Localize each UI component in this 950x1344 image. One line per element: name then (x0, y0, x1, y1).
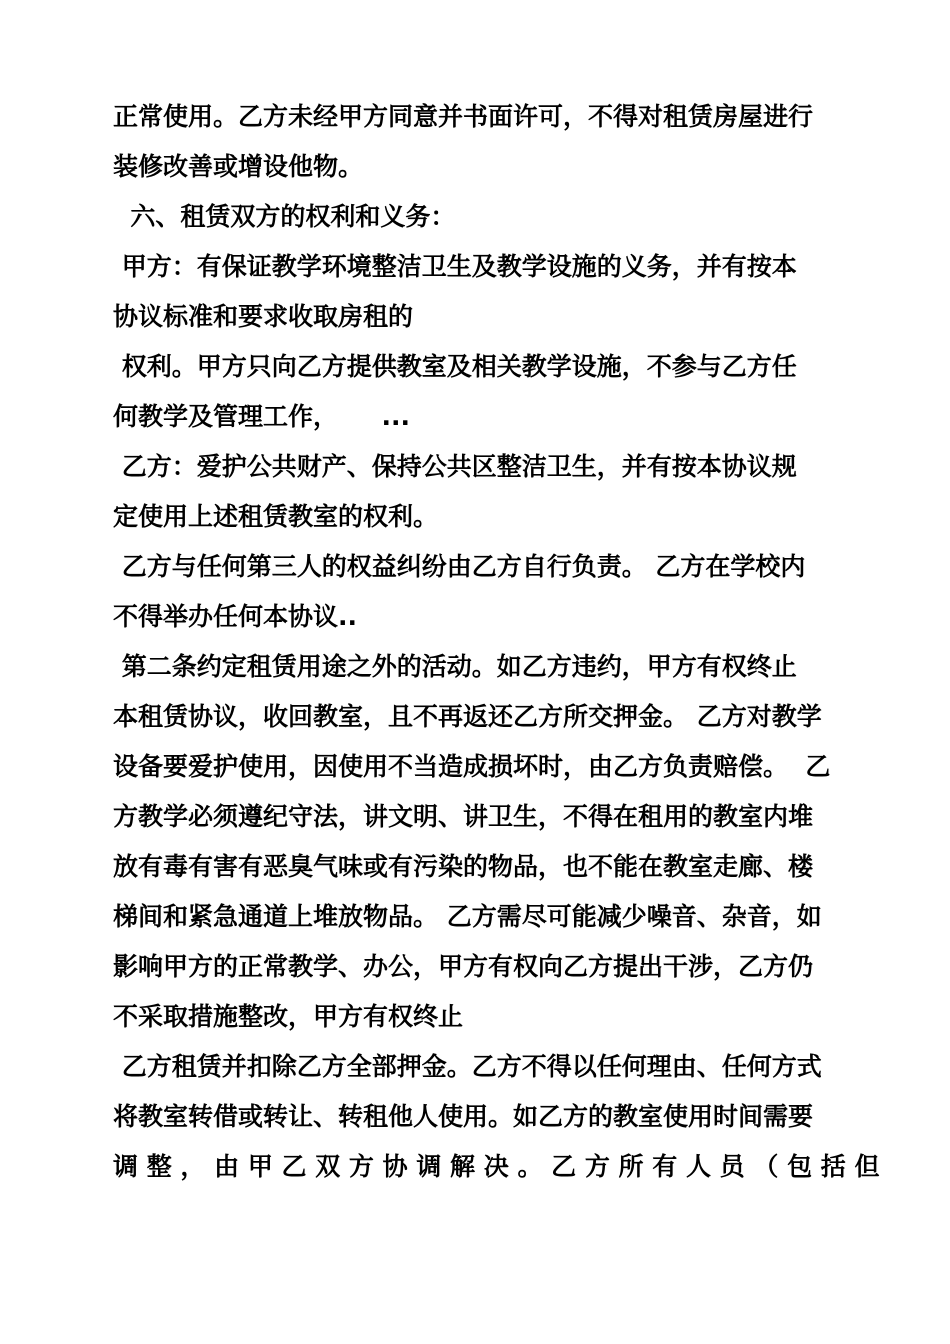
text-line-2: 装修改善或增设他物。 (113, 152, 364, 181)
text-line-15: 方教学必须遵纪守法，讲文明、讲卫生，不得在租用的教室内堆 (113, 802, 814, 831)
text-line-20: 乙方租赁并扣除乙方全部押金。乙方不得以任何理由、任何方式 (113, 1052, 822, 1081)
text-line-22: 调 整 ， 由 甲 乙 双 方 协 调 解 决 。 乙 方 所 有 人 员 （ 包 括 但 (113, 1152, 880, 1181)
text-line-14: 设备要爱护使用，因使用不当造成损坏时，由乙方负责赔偿。 乙 (113, 752, 831, 781)
text-line-12: 第二条约定租赁用途之外的活动。如乙方违约，甲方有权终止 (113, 652, 797, 681)
text-line-17: 梯间和紧急通道上堆放物品。 乙方需尽可能减少噪音、杂音，如 (113, 902, 822, 931)
text-line-9: 定使用上述租赁教室的权利。 (113, 502, 439, 531)
text-line-19: 不采取措施整改，甲方有权终止 (113, 1002, 464, 1031)
text-line-13: 本租赁协议，收回教室，且不再返还乙方所交押金。 乙方对教学 (113, 702, 822, 731)
text-line-8: 乙方：爱护公共财产、保持公共区整洁卫生，并有按本协议规 (113, 452, 797, 481)
text-line-18: 影响甲方的正常教学、办公，甲方有权向乙方提出干涉，乙方仍 (113, 952, 814, 981)
text-line-21: 将教室转借或转让、转租他人使用。如乙方的教室使用时间需要 (113, 1102, 814, 1131)
text-line-6: 权利。甲方只向乙方提供教室及相关教学设施，不参与乙方任 (113, 352, 797, 381)
text-line-1: 正常使用。乙方未经甲方同意并书面许可，不得对租赁房屋进行 (113, 102, 814, 131)
text-line-11: 不得举办任何本协议.. (113, 602, 357, 631)
text-line-5: 协议标准和要求收取房租的 (113, 302, 414, 331)
text-line-7: 何教学及管理工作， ... (113, 402, 411, 431)
text-line-4: 甲方：有保证教学环境整洁卫生及教学设施的义务，并有按本 (113, 252, 797, 281)
text-line-10: 乙方与任何第三人的权益纠纷由乙方自行负责。 乙方在学校内 (113, 552, 806, 581)
text-line-16: 放有毒有害有恶臭气味或有污染的物品，也不能在教室走廊、楼 (113, 852, 814, 881)
section-heading-rights-duties: 六、租赁双方的权利和义务： (113, 202, 456, 231)
